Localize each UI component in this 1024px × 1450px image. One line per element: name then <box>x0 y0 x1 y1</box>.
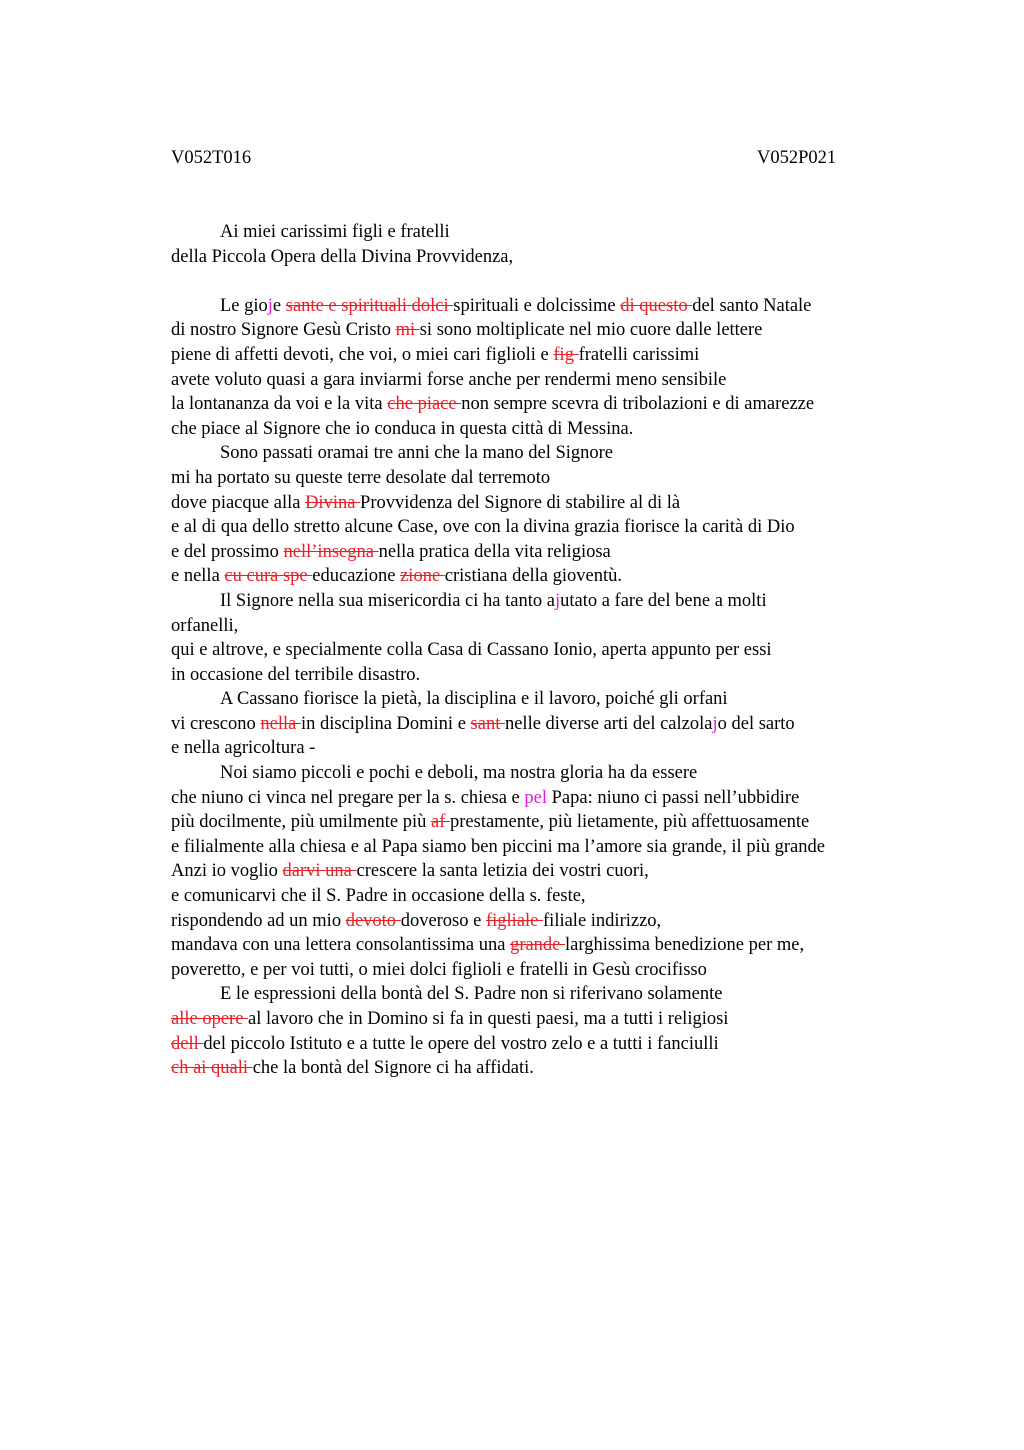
text-line <box>171 786 931 811</box>
line-text: Anzi io voglio <box>171 861 283 882</box>
line-text: Ai miei carissimi figli e fratelli <box>220 222 450 242</box>
line-text: la lontananza da voi e la vita <box>171 394 388 415</box>
line-text: dove piacque alla <box>171 492 306 513</box>
line-text: e nella <box>171 566 225 587</box>
text-line <box>171 884 931 909</box>
line-text: che niuno ci vinca nel pregare per la s. chiesa e <box>171 787 525 808</box>
line-text: utato a fare del bene a molti <box>560 590 767 611</box>
line-text: che la bontà del Signore ci ha affidati. <box>252 1058 534 1079</box>
line-text: qui e altrove, e specialmente colla Casa di Cassano Ionio, aperta appunto per essi <box>171 640 772 661</box>
inserted-text: j <box>267 295 273 316</box>
line-text: in occasione del terribile disastro. <box>171 664 421 685</box>
text-line <box>171 712 931 737</box>
text-line <box>171 663 931 688</box>
text-line <box>171 1056 931 1081</box>
line-text: e <box>272 295 286 316</box>
text-line <box>171 761 931 786</box>
line-text: Noi siamo piccoli e pochi e deboli, ma nostra gloria ha da essere <box>220 763 698 784</box>
text-line <box>171 540 931 565</box>
deleted-text: darvi una <box>282 861 357 882</box>
document-code-left: V052T016 <box>171 148 252 168</box>
line-text: Provvidenza del Signore di stabilire al di là <box>360 492 681 513</box>
line-text: piene di affetti devoti, che voi, o miei cari figlioli e <box>171 344 554 365</box>
deleted-text: Divina <box>305 492 361 513</box>
text-line <box>171 982 931 1007</box>
deleted-text: figliale <box>485 910 544 931</box>
line-text: fratelli carissimi <box>578 344 700 365</box>
text-line <box>171 835 931 860</box>
line-text: orfanelli, <box>171 615 239 636</box>
text-line <box>171 515 931 540</box>
text-line <box>171 318 931 343</box>
letter-body <box>171 220 931 1081</box>
line-text: Le gio <box>220 295 268 316</box>
deleted-text: grande <box>510 935 566 956</box>
text-line <box>171 368 931 393</box>
inserted-text: j <box>554 590 561 611</box>
line-text: e comunicarvi che il S. Padre in occasione della s. feste, <box>171 886 586 907</box>
line-text: A Cassano fiorisce la pietà, la disciplina e il lavoro, poiché gli orfani <box>220 689 728 710</box>
line-text: filiale indirizzo, <box>543 910 662 931</box>
text-line <box>171 441 931 466</box>
line-text: Sono passati oramai tre anni che la mano del Signore <box>220 443 614 464</box>
deleted-text: di questo <box>620 295 693 316</box>
text-line <box>171 958 931 983</box>
deleted-text: devoto <box>345 910 401 931</box>
line-text: del piccolo Istituto e a tutte le opere del vostro zelo e a tutti i fanciulli <box>203 1033 719 1054</box>
line-text: prestamente, più lietamente, più affettuosamente <box>450 812 810 833</box>
deleted-text: cu cura spe <box>224 566 313 587</box>
line-text: nelle diverse arti del calzola <box>504 713 713 734</box>
text-line <box>171 687 931 712</box>
line-text: poveretto, e per voi tutti, o miei dolci figlioli e fratelli in Gesù crocifisso <box>171 959 707 980</box>
line-text: E le espressioni della bontà del S. Padre non si riferivano solamente <box>220 984 723 1005</box>
line-text: larghissima benedizione per me, <box>565 935 805 956</box>
line-text: educazione <box>312 566 401 587</box>
line-text: non sempre scevra di tribolazioni e di amarezze <box>461 394 815 415</box>
line-text: avete voluto quasi a gara inviarmi forse anche per rendermi meno sensibile <box>171 369 727 390</box>
text-line <box>171 933 931 958</box>
line-text: e del prossimo <box>171 541 284 562</box>
deleted-text: sant <box>470 713 505 734</box>
text-line <box>171 589 931 614</box>
text-line <box>171 1032 931 1057</box>
line-text: del santo Natale <box>692 295 812 316</box>
deleted-text: mi <box>395 320 420 341</box>
deleted-text: fig <box>553 344 579 365</box>
line-text: Il Signore nella sua misericordia ci ha tanto a <box>220 590 555 611</box>
deleted-text: zione <box>400 566 445 587</box>
line-text: e al di qua dello stretto alcune Case, ove con la divina grazia fiorisce la carità di Dio <box>171 517 795 538</box>
line-text: e filialmente alla chiesa e al Papa siamo ben piccini ma l’amore sia grande, il più grande <box>171 836 825 857</box>
text-line <box>171 294 931 319</box>
line-text: si sono moltiplicate nel mio cuore dalle lettere <box>419 320 763 341</box>
line-text: Papa: niuno ci passi nell’ubbidire <box>547 787 800 808</box>
line-text: mi ha portato su queste terre desolate dal terremoto <box>171 467 551 488</box>
text-line <box>171 638 931 663</box>
line-text: e nella agricoltura - <box>171 738 316 759</box>
text-line <box>171 909 931 934</box>
deleted-text: af <box>431 812 450 833</box>
text-line <box>171 810 931 835</box>
line-text: rispondendo ad un mio <box>171 910 346 931</box>
line-text: crescere la santa letizia dei vostri cuori, <box>356 861 649 882</box>
deleted-text: alle opere <box>171 1009 249 1029</box>
line-text: nella pratica della vita religiosa <box>378 541 611 562</box>
line-text: di nostro Signore Gesù Cristo <box>171 320 396 341</box>
text-line <box>171 1007 931 1032</box>
line-text: in disciplina Domini e <box>300 713 471 734</box>
text-line <box>171 245 931 270</box>
text-line <box>171 466 931 491</box>
line-text: cristiana della gioventù. <box>444 566 623 587</box>
page-code-right: V052P021 <box>757 148 837 168</box>
text-line <box>171 859 931 884</box>
line-text: vi crescono <box>171 713 261 734</box>
text-line <box>171 736 931 761</box>
text-line <box>171 417 931 442</box>
text-line <box>171 392 931 417</box>
text-line <box>171 220 931 245</box>
line-text: doveroso e <box>400 910 486 931</box>
deleted-text: ch ai quali <box>171 1058 253 1079</box>
text-line <box>171 614 931 639</box>
deleted-text: sante e spirituali dolci <box>285 295 454 316</box>
paragraph-gap <box>171 269 931 294</box>
line-text: della Piccola Opera della Divina Provvidenza, <box>171 246 514 267</box>
inserted-text: pel <box>524 787 547 808</box>
line-text: mandava con una lettera consolantissima una <box>171 935 511 956</box>
text-line <box>171 343 931 368</box>
line-text: spirituali e dolcissime <box>453 295 621 316</box>
text-line <box>171 564 931 589</box>
text-line <box>171 491 931 516</box>
inserted-text: j <box>712 713 718 734</box>
line-text: al lavoro che in Domino si fa in questi paesi, ma a tutti i religiosi <box>248 1009 729 1029</box>
line-text: che piace al Signore che io conduca in questa città di Messina. <box>171 418 634 439</box>
deleted-text: nell’insegna <box>283 541 379 562</box>
deleted-text: nella <box>260 713 301 734</box>
deleted-text: che piace <box>387 394 462 415</box>
deleted-text: dell <box>171 1033 204 1054</box>
line-text: più docilmente, più umilmente più <box>171 812 431 833</box>
line-text: o del sarto <box>717 713 795 734</box>
